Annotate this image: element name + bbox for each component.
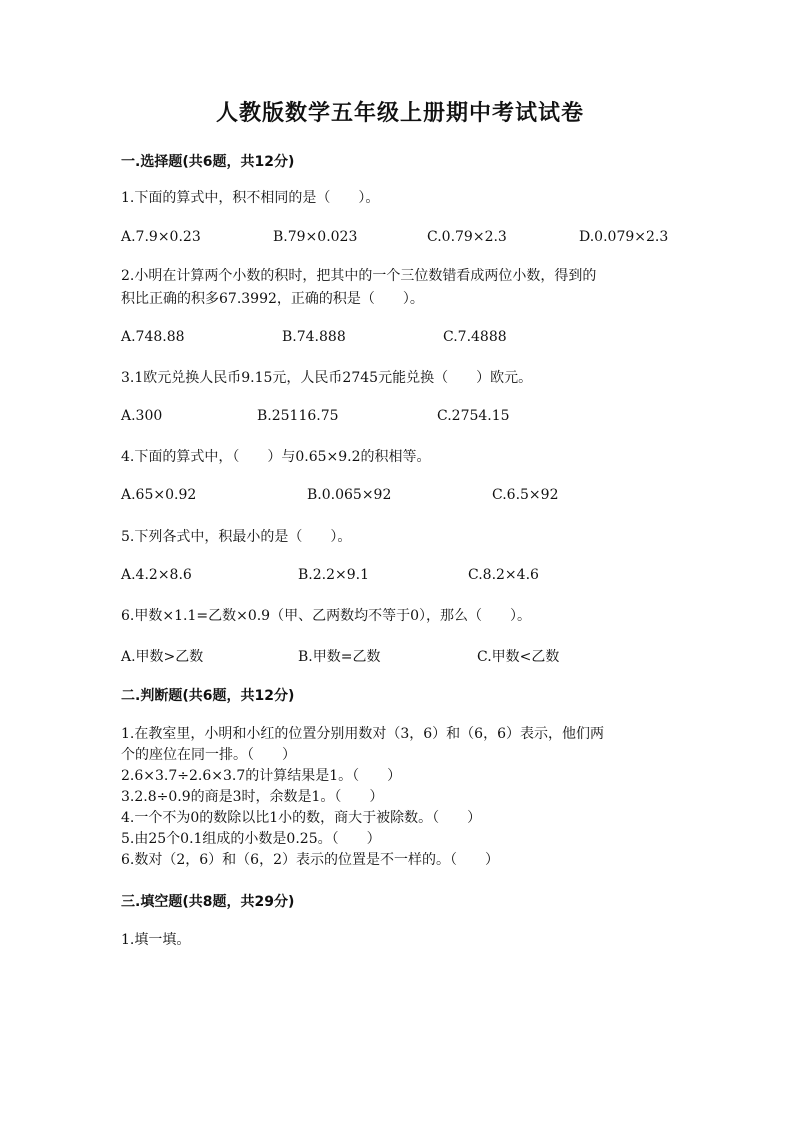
question-1: 1.下面的算式中，积不相同的是（ ）。 [121,190,380,206]
tf-question-6: 6.数对（2，6）和（6，2）表示的位置是不一样的。（ ） [121,852,499,868]
tf-question-1-line-1: 1.在教室里，小明和小红的位置分别用数对（3，6）和（6，6）表示，他们两 [121,726,604,742]
section-heading-multiple-choice: 一.选择题(共6题，共12分) [121,154,295,170]
section-heading-fill-in: 三.填空题(共8题，共29分) [121,894,295,910]
question-1-option-c: C.0.79×2.3 [427,229,507,245]
question-4-option-c: C.6.5×92 [492,487,559,503]
question-5-option-a: A.4.2×8.6 [121,567,192,583]
question-3-option-b: B.25116.75 [257,408,339,424]
question-3-option-c: C.2754.15 [437,408,510,424]
question-2-option-c: C.7.4888 [443,329,507,345]
page-title: 人教版数学五年级上册期中考试试卷 [215,101,584,126]
question-2-option-a: A.748.88 [121,329,185,345]
tf-question-2: 2.6×3.7÷2.6×3.7的计算结果是1。（ ） [121,768,402,784]
question-6-option-a: A.甲数>乙数 [121,649,204,665]
tf-question-1-line-2: 个的座位在同一排。（ ） [121,747,296,763]
question-6: 6.甲数×1.1=乙数×0.9（甲、乙两数均不等于0），那么（ ）。 [121,608,531,624]
question-2-line-2: 积比正确的积多67.3992，正确的积是（ ）。 [121,291,424,307]
question-4-option-b: B.0.065×92 [307,487,392,503]
question-1-option-a: A.7.9×0.23 [121,229,201,245]
question-3-option-a: A.300 [121,408,163,424]
question-3: 3.1欧元兑换人民币9.15元，人民币2745元能兑换（ ）欧元。 [121,370,533,386]
question-1-option-b: B.79×0.023 [273,229,358,245]
question-2-line-1: 2.小明在计算两个小数的积时，把其中的一个三位数错看成两位小数，得到的 [121,268,597,284]
fill-question-1: 1.填一填。 [121,932,191,948]
question-5-option-c: C.8.2×4.6 [468,567,539,583]
tf-question-4: 4.一个不为0的数除以比1小的数，商大于被除数。（ ） [121,810,482,826]
question-4-option-a: A.65×0.92 [121,487,197,503]
tf-question-5: 5.由25个0.1组成的小数是0.25。（ ） [121,831,381,847]
question-6-option-c: C.甲数<乙数 [477,649,560,665]
question-5-option-b: B.2.2×9.1 [298,567,369,583]
section-heading-true-false: 二.判断题(共6题，共12分) [121,688,295,704]
question-6-option-b: B.甲数=乙数 [298,649,381,665]
tf-question-3: 3.2.8÷0.9的商是3时，余数是1。（ ） [121,789,384,805]
question-2-option-b: B.74.888 [282,329,346,345]
question-4: 4.下面的算式中，（ ）与0.65×9.2的积相等。 [121,449,431,465]
question-5: 5.下列各式中，积最小的是（ ）。 [121,529,352,545]
question-1-option-d: D.0.079×2.3 [579,229,669,245]
